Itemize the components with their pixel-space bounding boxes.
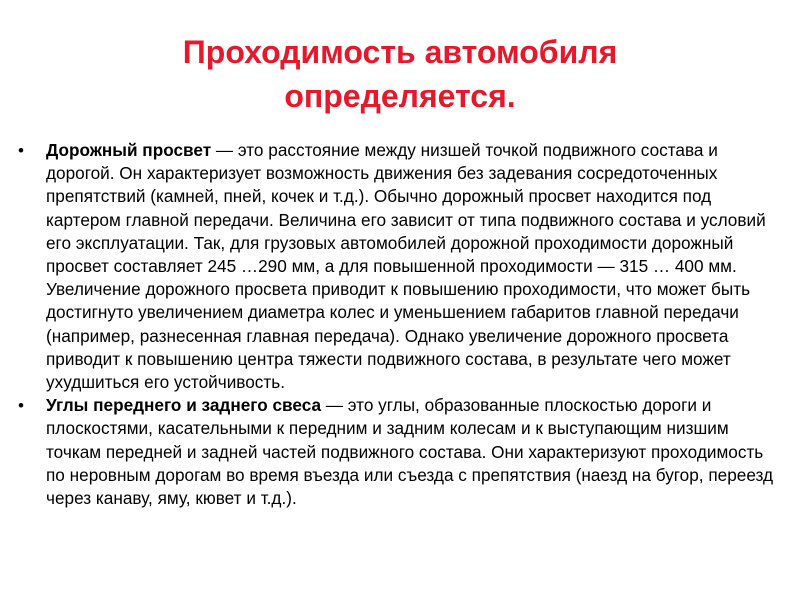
definition-ground-clearance: — это расстояние между низшей точкой подвижного состава и дорогой. Он характеризует возможность движения без задевания сосредоточенных препятствий (камней, пней, кочек и т.д.). Обычно дорожный просвет находится под картером главной передачи. Величина его зависит от типа подвижного состава и условий его эксплуатации. Так, для грузовых автомобилей дорожной проходимости дорожный просвет составляет 245 …290 мм, а для повышенной проходимости — 315 … 400 мм. Увеличение дорожного просвета приводит к повышению проходимости, что может быть достигнуто увеличением диаметра колес и уменьшением габаритов главной передачи (например, разнесенная главная передача). Однако увеличение дорожного просвета приводит к повышению центра тяжести подвижного состава, в результате чего может ухудшиться его устойчивость.	[46, 140, 766, 393]
bullet-dot-icon: •	[18, 141, 24, 160]
slide-title-line-2: определяется.	[284, 78, 516, 114]
bullet-list	[14, 139, 786, 510]
bullet-item-ground-clearance	[14, 139, 786, 394]
term-overhang-angles: Углы переднего и заднего свеса	[46, 395, 322, 416]
slide-title	[60, 30, 740, 118]
bullet-item-overhang-angles	[14, 394, 786, 510]
term-ground-clearance: Дорожный просвет	[46, 140, 212, 160]
bullet-dot-icon: •	[18, 396, 24, 416]
definition-overhang-angles: — это углы, образованные плоскостью дороги и плоскостями, касательными к передним и задним колесам и к выступающим низшим точкам передней и задней частей подвижного состава. Они характеризуют проходимость по неровным дорогам во время въезда или съезда с препятствия (наезд на бугор, переезд через канаву, яму, кювет и т.д.).	[46, 395, 774, 509]
slide-title-line-1: Проходимость автомобиля	[182, 34, 618, 70]
